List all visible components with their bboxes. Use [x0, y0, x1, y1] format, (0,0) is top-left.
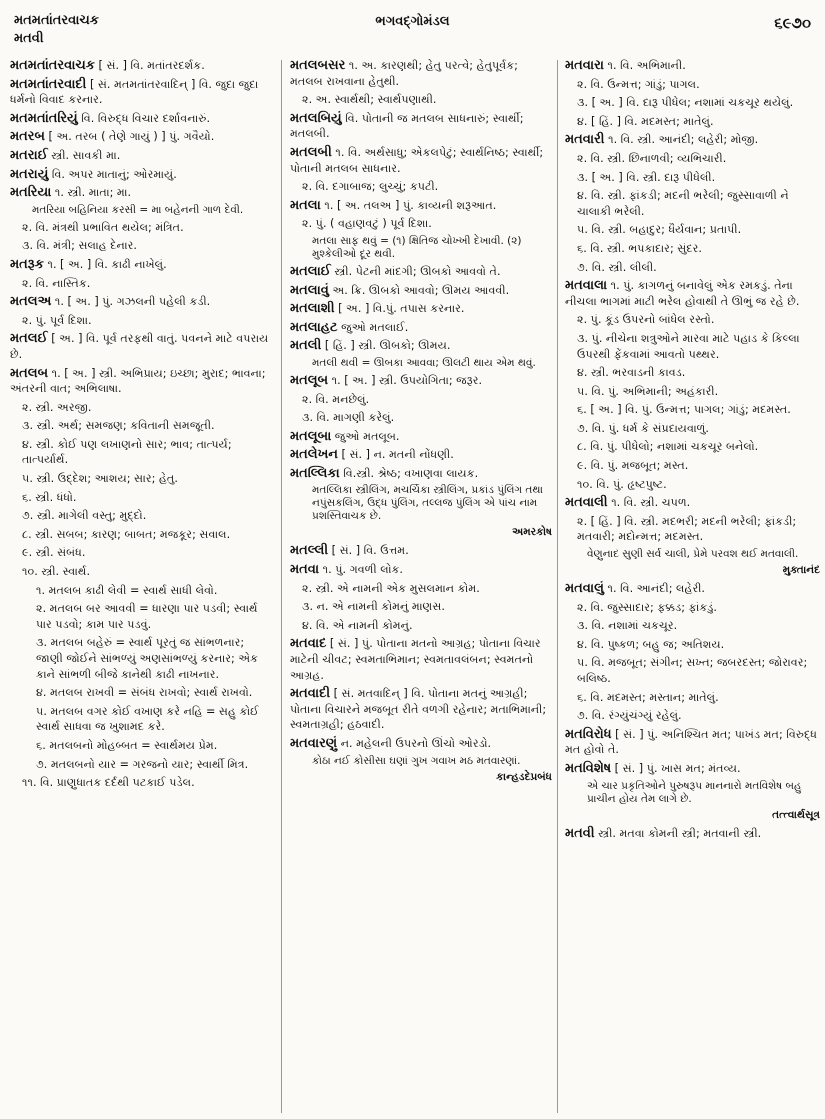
- sense: ૫. વિ. પું. અભિમાની; અહંકારી.: [577, 384, 719, 398]
- column-1: [10, 58, 272, 1113]
- sense: ૩. વિ. મંત્રી; સલાહ દેનાર.: [22, 239, 137, 253]
- sense: ૧૦. વિ. પું. હૃષ્ટપુષ્ટ.: [577, 477, 667, 491]
- sense: ૫. વિ. મજબૂત; સંગીન; સખ્ત; જબરદસ્ત; જોરાવર; બલિષ્ઠ.: [577, 656, 808, 685]
- headword: મતલઅ: [10, 294, 52, 310]
- dictionary-entry: [565, 581, 820, 597]
- definition: [ સં. ] પું. ખાસ મત; મંતવ્ય.: [611, 761, 741, 775]
- headword: મતલઈ: [10, 331, 48, 347]
- dictionary-entry: [565, 727, 820, 758]
- sense: ૧૦. સ્ત્રી. સ્વાર્થ.: [22, 565, 91, 579]
- definition: [ અ. તરબ ( તેણે ગાયું ) ] પું. ગવૈયો.: [44, 130, 215, 144]
- sense: ૪. સ્ત્રી. કોઈ પણ લખાણનો સાર; ભાવ; તાત્પર્ય; તાત્પર્યાર્થ.: [22, 437, 232, 467]
- definition: ૧. [ અ. તલઅ ] પું. કાવ્યની શરૂઆત.: [320, 198, 497, 212]
- sense: ૪. વિ. એ નામની કોમનું.: [302, 618, 413, 632]
- usage-example: એ ચાર પ્રકૃતિઓને પુરુષરૂપ માનનારો મતવિશેષ બહુ પ્રાચીન હોય તેમ લાગે છે.: [587, 779, 802, 805]
- sense: ૨. વિ. જુસ્સાદાર; ફક્કડ; ફાંકડું.: [577, 600, 717, 614]
- definition: ૧. અ. કારણથી; હેતુ પરત્વે; હેતુપૂર્વક; મતલબ રાખવાના હેતુથી.: [290, 59, 518, 88]
- column-divider: [557, 60, 558, 1113]
- definition: અ. ક્રિ. ઊબકો આવવો; ઊમય આવવી.: [328, 283, 510, 297]
- headword: મતલ્લિકા: [290, 465, 340, 481]
- sense: ૩. વિ. નશામાં ચકચૂર.: [577, 619, 678, 633]
- definition: ૧. પું. કાગળનું બનાવેલું એક રમકડું. તેના નીચલા ભાગમાં માટી ભરેલ હોવાથી તે ઊભું જ રહે છે.: [565, 279, 800, 308]
- dictionary-entry: [290, 145, 552, 176]
- dictionary-entry: [10, 167, 272, 183]
- dictionary-entry: [290, 736, 552, 752]
- idiom: ૩. મતલબ બહેરું = સ્વાર્થ પૂરતું જ સાંભળનાર; જાણી જોઈને સાંભળ્યું અણસાંભળ્યું કરનાર; એક કાને સાંભળી બીજે કાનેથી કાઢી નાખનાર.: [36, 636, 259, 681]
- dictionary-entry: [10, 366, 272, 397]
- page-header: [10, 6, 815, 54]
- sense: ૭. વિ. પું. ધર્મ કે સંપ્રદાયવાળું.: [577, 421, 709, 435]
- headword: મતરાઈ: [10, 147, 48, 163]
- dictionary-entry: [10, 129, 272, 145]
- citation-source: તત્ત્વાર્થસૂત્ર: [772, 808, 820, 821]
- headword: મતવી: [565, 825, 595, 841]
- dictionary-entry: [290, 562, 552, 578]
- column-3: [565, 58, 820, 1113]
- citation-source: અમરકોષ: [512, 526, 552, 539]
- headword: મતલ્લી: [290, 543, 329, 559]
- idiom: ૭. મતલબનો યાર = ગરજનો યાર; સ્વાર્થી મિત્ર.: [36, 757, 249, 771]
- dictionary-entry: [10, 58, 272, 74]
- guide-word-first: મતમતાંતરવાચક: [14, 13, 99, 28]
- dictionary-entry: [10, 331, 272, 362]
- headword: મતલાઈ: [290, 263, 331, 279]
- sense: ૨. વિ. ઉન્મત્ત; ગાંડું; પાગલ.: [577, 77, 700, 91]
- definition: [ સં. ] પું. પોતાના મતનો આગ્રહ; પોતાના વિચાર માટેની ચીવટ; સ્વમતાભિમાન; સ્વમતાવલંબન; સ્વમતનો આગ્રહ.: [290, 637, 541, 682]
- definition: ૧. [ અ. ] વિ. કાઢી નાખેલું.: [43, 257, 167, 271]
- headword: મતલેખન: [290, 447, 338, 463]
- definition: ૧. વિ. અભિમાની.: [604, 59, 686, 72]
- usage-example: વેણુનાદ સુણી સર્વ ચાલી, પ્રેમે પરવશ થઈ મતવાલી.: [587, 548, 799, 561]
- headword: મતવાલું: [565, 581, 604, 597]
- sense: ૩. ન. એ નામની કોમનું માણસ.: [302, 600, 445, 614]
- definition: સ્ત્રી. પેટની માંદગી; ઊબકો આવવો તે.: [330, 264, 501, 278]
- headword: મતવિશેષ: [565, 760, 612, 776]
- headword: મતવાલા: [565, 278, 608, 294]
- dictionary-entry: [290, 320, 552, 336]
- sense: ૨. અ. સ્વાર્થથી; સ્વાર્થપણાથી.: [302, 93, 437, 107]
- definition: ૧. સ્ત્રી. માતા; મા.: [51, 186, 132, 200]
- sense: ૫. સ્ત્રી. ઉદ્દેશ; આશય; સાર; હેતુ.: [22, 472, 178, 486]
- dictionary-entry: [10, 148, 272, 164]
- sense: ૨. વિ. સ્ત્રી. છિનાળવી; વ્યભિચારી.: [577, 151, 727, 165]
- definition: વિ. વિરુદ્ધ વિચાર દર્શાવનારું.: [77, 111, 211, 125]
- dictionary-entry: [290, 686, 552, 733]
- definition: ૧. [ અ. ] સ્ત્રી. અભિપ્રાય; ઇચ્છા; મુરાદ; ભાવના; અંતરની વાત; અભિલાષા.: [10, 366, 266, 396]
- sense: ૭. સ્ત્રી. માગેલી વસ્તુ; મુદ્દો.: [22, 509, 147, 523]
- headword: મતલાશી: [290, 301, 335, 317]
- dictionary-entry: [290, 301, 552, 317]
- definition: ૧. વિ. સ્ત્રી. ચપળ.: [607, 496, 691, 510]
- sense: ૭. વિ. સ્ત્રી. લીલી.: [577, 260, 657, 274]
- dictionary-entry: [290, 264, 552, 280]
- dictionary-entry: [565, 826, 820, 842]
- headword: મતલાહટ: [290, 319, 338, 335]
- citation-source: કાન્હડદેપ્રબંધ: [496, 770, 552, 783]
- dictionary-entry: [290, 338, 552, 354]
- definition: સ્ત્રી. મતવા કોમની સ્ત્રી; મતવાની સ્ત્રી.: [594, 826, 762, 840]
- definition: જુઓ મતલૂબ.: [331, 429, 400, 443]
- sense: ૪. વિ. પુષ્કળ; બહુ જ; અતિશય.: [577, 637, 725, 651]
- sense: ૨. પું. પૂર્વ દિશા.: [22, 313, 92, 327]
- dictionary-entry: [290, 373, 552, 389]
- definition: [ અ. ] વિ.પું. તપાસ કરનાર.: [334, 302, 465, 316]
- headword: મતવાદી: [290, 686, 331, 702]
- sense: ૬. વિ. મદમસ્ત; મસ્તાન; માતેલું.: [577, 690, 719, 704]
- sense: ૩. પું. નીચેના શત્રુઓને મારવા માટે પહાડ કે કિલ્લા ઉપરથી ફેંકવામાં આવતો પથ્થર.: [577, 331, 800, 361]
- definition: વિ. અપર માતાનું; ઓરમાયું.: [48, 167, 177, 181]
- definition: [ અ. ] વિ. પૂર્વ તરફથી વાતું. પવનને માટે વપરાય છે.: [10, 332, 269, 361]
- page-number: ૬૯૭૦: [774, 14, 811, 32]
- sense: ૨. વિ. દગાબાજ; લુચ્ચું; કપટી.: [302, 180, 439, 194]
- sense: ૩. [ અ. ] વિ. સ્ત્રી. દારૂ પીધેલી.: [577, 170, 716, 184]
- headword: મતમતાંતરવાદી: [10, 76, 87, 92]
- dictionary-entry: [565, 132, 820, 148]
- definition: સ્ત્રી. સાવકી મા.: [47, 148, 121, 162]
- headword: મતવારી: [565, 132, 605, 148]
- sense: ૪. [ હિં. ] વિ. મદમસ્ત; માતેલું.: [577, 114, 714, 128]
- definition: [ હિં. ] સ્ત્રી. ઊબકો; ઊમય.: [321, 339, 451, 353]
- dictionary-entry: [10, 111, 272, 127]
- usage-example: મતલી થવી = ઊબકા આવવા; ઊલટી થાય એમ થવું.: [312, 356, 536, 369]
- idiom: ૪. મતલબ રાખવી = સંબંધ રાખવો; સ્વાર્થ રાખવો.: [36, 686, 253, 700]
- usage-example: કોઠા નઈ કોસીસા ઘણાં ગુખ ગવાખ મઠ મતવારણાં.: [312, 754, 521, 767]
- usage-example: મતલ્લિકા સ્ત્રીલિંગ, મચર્ચિકા સ્ત્રીલિંગ, પ્રકાંડ પુંલિંગ તથા નપુંસકલિંગ, ઉદ્ધ પુંલિંગ, તલ્લજ પુંલિંગ એ પાંચ નામ પ્રશસ્તિવાચક છે.: [312, 484, 543, 523]
- sense: ૧૧. વિ. પ્રાણુધાતક દર્દથી પટકાઈ પડેલ.: [22, 776, 195, 790]
- sense: ૬. સ્ત્રી. ધંધો.: [22, 490, 77, 504]
- sense: ૩. સ્ત્રી. અર્થ; સમજણ; કવિતાની સમજૂતી.: [22, 419, 215, 433]
- definition: [ સં. ] વિ. મતાંતરદર્શક.: [94, 59, 205, 72]
- headword: મતલબિયું: [290, 110, 342, 126]
- column-2: [290, 58, 552, 1113]
- sense: ૮. વિ. પું. પીધેલો; નશામાં ચકચૂર બનેલો.: [577, 440, 759, 454]
- sense: ૨. [ હિં. ] વિ. સ્ત્રી. મદભરી; મદની ભરેલી; ફાંકડી; મતવારી; મદોન્મત્ત; મદમસ્ત.: [577, 514, 797, 544]
- headword: મતવિરોધ: [565, 726, 612, 742]
- sense: ૨. વિ. મનછેલું.: [302, 392, 370, 406]
- sense: ૩. વિ. માગણી કરેલું.: [302, 411, 395, 425]
- definition: ૧. [ અ. ] પું. ગઝલની પહેલી કડી.: [51, 295, 211, 309]
- definition: વિ.સ્ત્રી. શ્રેષ્ઠ; વખાણવા લાયક.: [339, 466, 479, 480]
- sense: ૪. વિ. સ્ત્રી. ફાંકડી; મદની ભરેલી; જુસ્સાવાળી ને ચાલાકી ભરેલી.: [577, 189, 789, 218]
- headword: મતવાલી: [565, 495, 608, 511]
- dictionary-entry: [565, 761, 820, 777]
- definition: [ સં. ] પું. અનિશ્ચિત મત; પાખંડ મત; વિરુદ્ધ મત હોવો તે.: [565, 727, 817, 757]
- sense: ૫. વિ. સ્ત્રી. બહાદુર; ધૈર્યવાન; પ્રતાપી.: [577, 223, 742, 237]
- definition: ૧. વિ. સ્ત્રી. આનંદી; લહેરી; મોજી.: [604, 133, 759, 147]
- idiom: ૧. મતલબ કાઢી લેવી = સ્વાર્થ સાધી લેવો.: [36, 583, 218, 597]
- dictionary-entry: [290, 543, 552, 559]
- headword: મતમતાંતરિયું: [10, 110, 78, 126]
- dictionary-entry: [290, 636, 552, 683]
- headword: મતલૂબા: [290, 428, 332, 444]
- headword: મતલી: [290, 338, 322, 354]
- definition: [ સં. ] ન. મતની નોંધણી.: [338, 448, 454, 462]
- dictionary-entry: [290, 466, 552, 482]
- sense: ૯. સ્ત્રી. સંબંધ.: [22, 546, 86, 560]
- idiom: ૨. મતલબ બર આવવી = ધારણા પાર પડવી; સ્વાર્થ પાર પડવો; કામ પાર પડવું.: [36, 602, 258, 631]
- sense: ૨. પું. ( વહાણવટું ) પૂર્વ દિશા.: [302, 217, 432, 231]
- sense: ૨. વિ. નાસ્તિક.: [22, 276, 91, 290]
- dictionary-entry: [10, 257, 272, 273]
- usage-example: મતરિયા બહિનિયા કરસી = મા બહેનની ગાળ દેવી.: [32, 203, 244, 216]
- sense: ૬. વિ. સ્ત્રી. ભપકાદાર; સુંદર.: [577, 241, 702, 255]
- book-title: ભગવદ્ગોમંડલ: [375, 14, 450, 29]
- headword: મતવારા: [565, 58, 604, 73]
- citation-source: મુક્તાનંદ: [782, 564, 820, 577]
- sense: ૨. સ્ત્રી. અરજી.: [22, 400, 92, 414]
- definition: [ સં. ] વિ. ઉત્તમ.: [328, 544, 409, 558]
- definition: ૧. વિ. આનંદી; લહેરી.: [603, 582, 705, 596]
- definition: ૧. [ અ. ] સ્ત્રી. ઉપયોગિતા; જરૂર.: [328, 373, 483, 387]
- sense: ૨. પું. કૂંડ ઉપરનો બાંધેલ રસ્તો.: [577, 313, 715, 327]
- headword: મતરૂક: [10, 256, 44, 272]
- definition: જુઓ મતલાઈ.: [337, 320, 409, 334]
- sense: ૮. સ્ત્રી. સબબ; કારણ; બાબત; મજકૂર; સવાલ.: [22, 527, 231, 541]
- dictionary-entry: [565, 495, 820, 511]
- definition: [ સં. મતવાદિન્ ] વિ. પોતાના મતનું આગ્રહી; પોતાના વિચારને મજબૂત રીતે વળગી રહેનાર; મતાભિમાની; સ્વમતાગ્રહી; હઠવાદી.: [290, 687, 547, 732]
- dictionary-entry: [10, 294, 272, 310]
- sense: ૩. [ અ. ] વિ. દારૂ પીધેલ; નશામાં ચકચૂર થયેલું.: [577, 96, 794, 110]
- sense: ૯. વિ. પું. મજબૂત; મસ્ત.: [577, 459, 689, 473]
- dictionary-entry: [290, 198, 552, 214]
- dictionary-entry: [290, 429, 552, 445]
- headword: મતવા: [290, 562, 320, 578]
- sense: ૭. વિ. રંગ્યુંચંગ્યું રહેલું.: [577, 709, 682, 723]
- sense: ૨. સ્ત્રી. એ નામની એક મુસલમાન કોમ.: [302, 581, 480, 595]
- headword: મતમતાંતરવાચક: [10, 58, 95, 73]
- sense: ૨. વિ. મંત્રથી પ્રભાવિત થયેલ; મંત્રિત.: [22, 220, 184, 234]
- headword: મતરાયું: [10, 166, 49, 182]
- dictionary-entry: [290, 283, 552, 299]
- dictionary-entry: [10, 77, 272, 108]
- idiom: ૬. મતલબનો મોહબ્બત = સ્વાર્થમય પ્રેમ.: [36, 738, 218, 752]
- dictionary-entry: [565, 278, 820, 309]
- headword: મતરબ: [10, 129, 45, 145]
- definition: [ સં. મતમતાંતરવાદિન્ ] વિ. જુદા જુદા ધર્મનો વિવાદ કરનાર.: [10, 77, 259, 107]
- dictionary-entry: [290, 58, 552, 89]
- dictionary-entry: [290, 447, 552, 463]
- headword: મતવારણું: [290, 736, 338, 751]
- guide-word-last: મતવી: [14, 31, 44, 46]
- headword: મતલા: [290, 197, 321, 213]
- headword: મતલૂબ: [290, 372, 329, 388]
- headword: મતલબી: [290, 144, 332, 160]
- headword: મતલબસર: [290, 58, 346, 73]
- usage-example: મતલા સાફ થવું = (૧) ક્ષિતિજ ચોખ્ખી દેખાવી. (૨) મુશ્કેલીઓ દૂર થવી.: [312, 234, 522, 260]
- headword: મતલાવું: [290, 282, 329, 298]
- headword: મતવાદ: [290, 636, 327, 652]
- sense: ૬. [ અ. ] વિ. પું. ઉન્મત્ત; પાગલ; ગાંડું; મદમસ્ત.: [577, 403, 791, 417]
- headword: મતલબ: [10, 365, 49, 381]
- dictionary-entry: [290, 111, 552, 142]
- definition: ન. મહેલની ઉપરનો ઊંચો ઓરડો.: [337, 737, 492, 750]
- headword: મતરિયા: [10, 185, 52, 201]
- definition: ૧. વિ. અર્થસાધુ; એકલપેટું; સ્વાર્થનિષ્ઠ; સ્વાર્થી; પોતાની મતલબ સાધનાર.: [290, 145, 544, 175]
- idiom: ૫. મતલબ વગર કોઈ વખાણ કરે નહિ = સહુ કોઈ સ્વાર્થ સાધવા જ ખુશામદ કરે.: [36, 704, 259, 734]
- dictionary-entry: [10, 185, 272, 201]
- column-divider: [281, 60, 282, 1113]
- definition: ૧. પું. ગવળી લોક.: [319, 563, 403, 577]
- definition: વિ. પોતાની જ મતલબ સાધનારું; સ્વાર્થી; મતલબી.: [290, 111, 524, 141]
- dictionary-entry: [565, 58, 820, 74]
- sense: ૪. સ્ત્રી. ભરવાડની કાવડ.: [577, 366, 686, 380]
